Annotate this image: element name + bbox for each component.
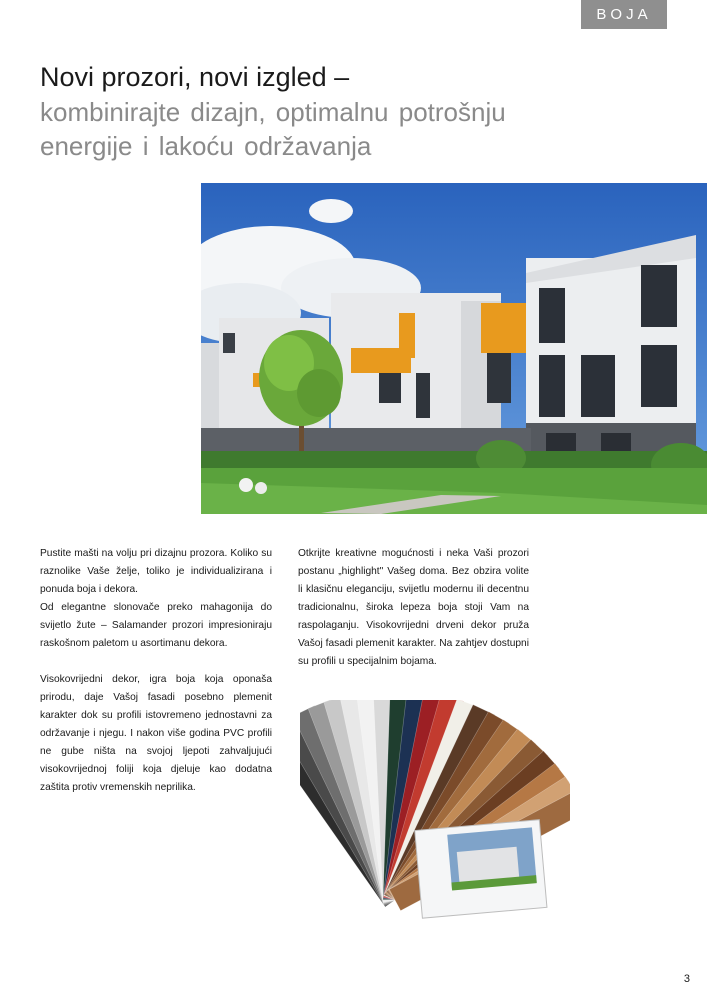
section-tag: BOJA (581, 0, 667, 29)
paragraph: Pustite mašti na volju pri dizajnu prozora. Koliko su raznolike Vaše želje, toliko je individualizirana i ponuda boja i dekora. (40, 548, 272, 595)
headline-line1: Novi prozori, novi izgled – (40, 62, 350, 92)
paragraph: Otkrijte kreativne mogućnosti i neka Vaši prozori postanu „highlight" Vašeg doma. Bez obzira volite li klasičnu eleganciju, svijetlu modernu ili decentnu tradicionalnu, široka lepeza boja stoji Vam na raspolaganju. Visokovrijedni drveni dekor pruža Vašoj fasadi plemenit karakter. Na zahtjev dostupni su profili u specijalnim bojama. (298, 548, 529, 667)
color-swatch-fan-image (300, 700, 570, 930)
page-number: 3 (683, 973, 690, 985)
headline-line2: kombinirajte dizajn, optimalnu potrošnju energije i lakoću održavanja (40, 97, 506, 161)
paragraph: Visokovrijedni dekor, igra boja koja oponaša prirodu, daje Vašoj fasadi posebno plemenit karakter dok su profili istovremeno jednostavni za održavanje i njegu. I nakon više godina PVC profili ne gube ništa na svojoj ljepoti zahvaljujući visokovrijednoj foliji koja djeluje kao dodatna zaštita protiv vremenskih neprilika. (40, 674, 272, 793)
text-column-left (40, 545, 272, 815)
brochure (415, 820, 547, 919)
hero-building-photo (201, 183, 707, 514)
paragraph: Od elegantne slonovače preko mahagonija do svijetlo žute – Salamander prozori impresioniraju raskošnom paletom u asortimanu dekora. (40, 602, 272, 649)
text-column-right (298, 545, 529, 689)
